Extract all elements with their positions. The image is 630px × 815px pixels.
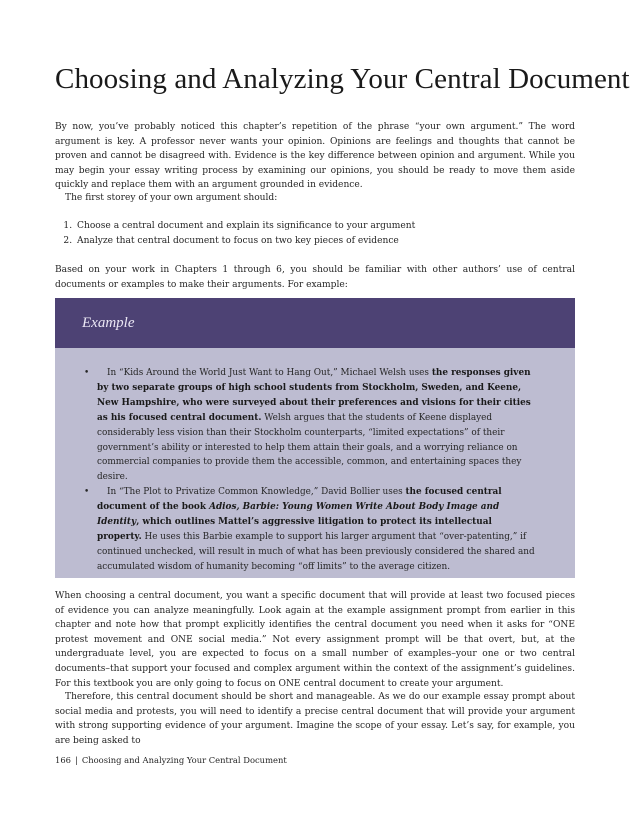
page-footer bbox=[55, 755, 287, 765]
example-lead: In “The Plot to Privatize Common Knowledge,” David Bollier uses bbox=[107, 487, 406, 498]
footer-separator: | bbox=[75, 755, 78, 765]
bullet-icon: • bbox=[84, 487, 90, 498]
choosing-paragraph: When choosing a central document, you want a specific document that will provide at least two focused pieces of evidence you can analyze meaningfully. Look again at the example assignment prompt from earlier in this chapter and note how that prompt explicitly identifies the central document you need when it asks for “ONE protest movement and ONE social media.” Not every assignment prompt will be that overt, but, at the undergraduate level, you are expected to focus on a small number of examples–your one or two central documents–that support your focused and complex argument within the context of the assignment’s guidelines. For this textbook you are only going to focus on ONE central document to create your argument. bbox=[55, 591, 575, 689]
example-box bbox=[55, 298, 575, 578]
example-emphasis: the responses given by two separate groups of high school students from Stockholm, Sweden, and Keene, New Hampshire, who were surveyed about their preferences and visions for their cities as his focused central document. bbox=[97, 368, 531, 423]
chapters-paragraph: Based on your work in Chapters 1 through 6, you should be familiar with other authors’ use of central documents or examples to make their arguments. For example: bbox=[55, 265, 575, 290]
page-number: 166 bbox=[55, 755, 71, 765]
list-item bbox=[84, 485, 539, 574]
therefore-paragraph: Therefore, this central document should be short and manageable. As we do our example essay prompt about social media and protests, you will need to identify a precise central document that will provide your argument with strong supporting evidence of your argument. Imagine the scope of your essay. Let’s say, for example, you are being asked to bbox=[55, 692, 575, 746]
steps-list bbox=[55, 219, 575, 248]
example-rest: He uses this Barbie example to support his larger argument that “over-patenting,” if continued unchecked, will result in much of what has been previously considered the shared and accumulated wisdom of humanity becoming “off limits” to the average citizen. bbox=[97, 531, 535, 572]
example-title: Example bbox=[55, 298, 575, 348]
page-title: Choosing and Analyzing Your Central Document bbox=[55, 63, 630, 95]
storey-intro: The first storey of your own argument should: bbox=[65, 193, 278, 203]
list-item: 2. Analyze that central document to focus on two key pieces of evidence bbox=[75, 234, 575, 249]
list-item bbox=[84, 366, 539, 485]
example-emphasis: the focused central document of the book bbox=[97, 487, 502, 513]
example-emphasis: , which outlines Mattel’s aggressive litigation to protect its intellectual property. bbox=[97, 517, 492, 542]
intro-paragraph: By now, you’ve probably noticed this chapter’s repetition of the phrase “your own argument.” The word argument is key. A professor never wants your opinion. Opinions are feelings and thoughts that cannot be proven and cannot be disagreed with. Evidence is the key difference between opinion and argument. While you may begin your essay writing process by examining our opinions, you should be ready to move them aside quickly and replace them with an argument grounded in evidence. bbox=[55, 122, 575, 191]
bullet-icon: • bbox=[84, 368, 90, 378]
running-title: Choosing and Analyzing Your Central Document bbox=[81, 755, 287, 765]
example-lead: In “Kids Around the World Just Want to Hang Out,” Michael Welsh uses bbox=[107, 368, 432, 378]
example-rest: Welsh argues that the students of Keene displayed considerably less vision than their Stockholm counterparts, “limited expectations” of their government’s ability or interested to help them attain their goals, and a worrying reliance on commercial companies to provide them the accessible, common, and entertaining spaces they desire. bbox=[97, 412, 522, 483]
example-body bbox=[55, 348, 575, 578]
list-item: 1. Choose a central document and explain its significance to your argument bbox=[75, 219, 575, 234]
book-title: Adios, Barbie: Young Women Write About Body Image and Identity bbox=[97, 502, 500, 528]
example-list bbox=[84, 366, 539, 575]
